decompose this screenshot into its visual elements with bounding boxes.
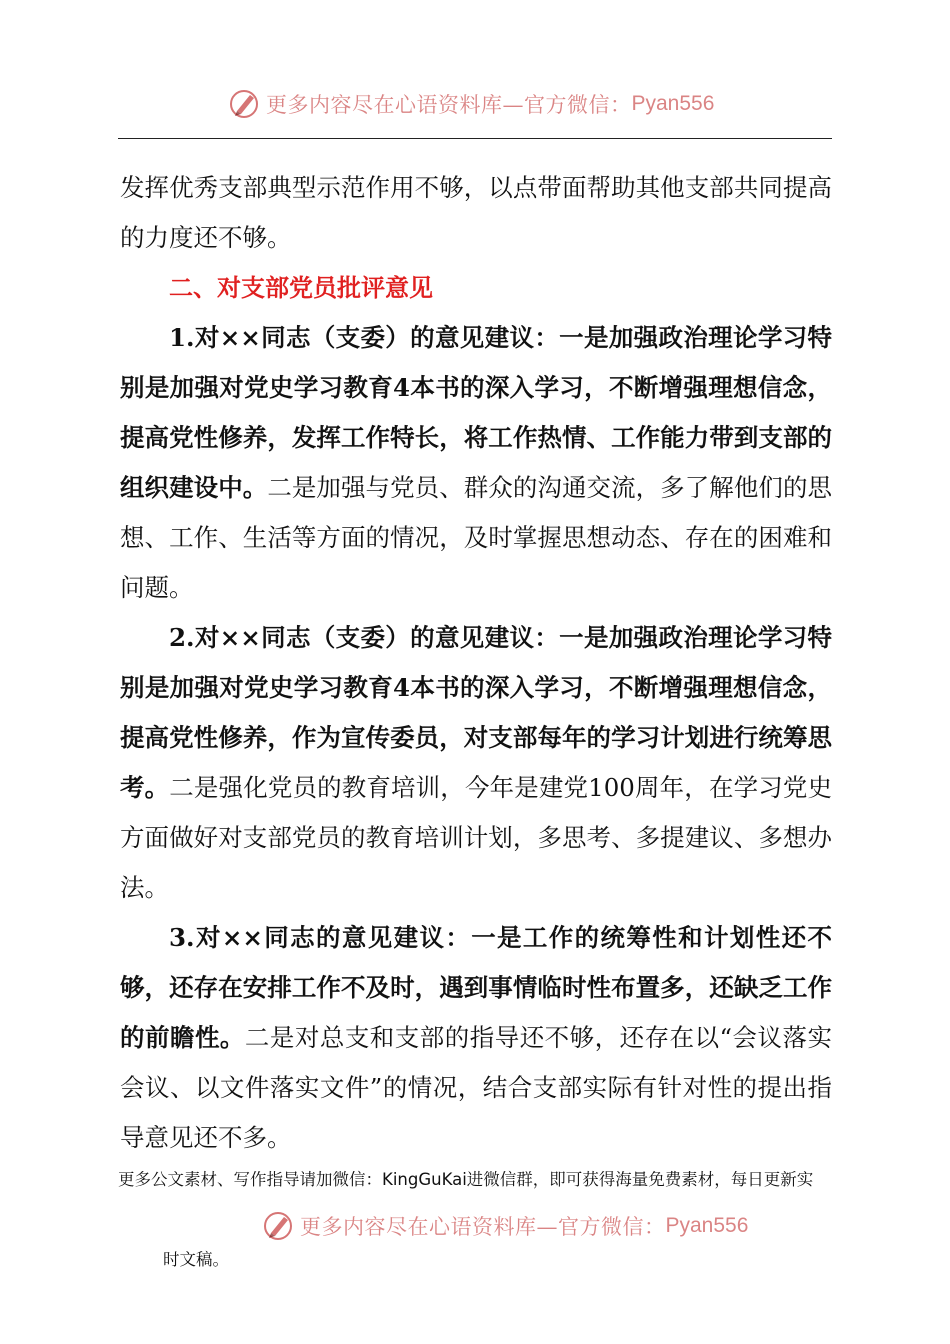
watermark-wechat-id: Pyan556 bbox=[665, 1214, 749, 1237]
item-1-bold-text: 1.对××同志（支委）的意见建议：一是加强政治理论学习特别是加强对党史学习教育4本书的深入学习，不断增强理想信念，提高党性修养，发挥工作特长，将工作热情、工作能力带到支部的组织建设中。 bbox=[120, 323, 832, 502]
opinion-item-2 bbox=[120, 613, 832, 913]
footer-note-line-2: 时文稿。 bbox=[163, 1250, 229, 1269]
opinion-item-1 bbox=[120, 313, 832, 613]
footer-note-line-1: 更多公文素材、写作指导请加微信：KingGuKai进微信群，即可获得海量免费素材，每日更新实 bbox=[118, 1170, 814, 1189]
item-3-text: 二是对总支和支部的指导还不够，还存在以“会议落实会议、以文件落实文件”的情况，结合支部实际有针对性的提出指导意见还不多。 bbox=[120, 1023, 832, 1152]
watermark-wechat-id: Pyan556 bbox=[631, 92, 715, 115]
watermark-text: 更多内容尽在心语资料库—官方微信： bbox=[266, 93, 632, 117]
footer-watermark bbox=[262, 1206, 748, 1246]
header-watermark bbox=[228, 84, 714, 124]
section-heading: 二、对支部党员批评意见 bbox=[169, 274, 433, 302]
document-body bbox=[120, 163, 832, 1163]
watermark-text: 更多内容尽在心语资料库—官方微信： bbox=[300, 1215, 666, 1239]
item-1-text: 二是加强与党员、群众的沟通交流，多了解他们的思想、工作、生活等方面的情况，及时掌握思想动态、存在的困难和问题。 bbox=[120, 473, 833, 602]
item-2-text: 二是强化党员的教育培训，今年是建党100周年，在学习党史方面做好对支部党员的教育培训计划，多思考、多提建议、多想办法。 bbox=[120, 773, 832, 902]
header-divider bbox=[118, 138, 832, 139]
pen-logo-icon bbox=[228, 87, 262, 121]
item-3-bold-text: 3.对××同志的意见建议：一是工作的统筹性和计划性还不够，还存在安排工作不及时，遇到事情临时性布置多，还缺乏工作的前瞻性。 bbox=[120, 923, 832, 1052]
item-2-bold-text: 2.对××同志（支委）的意见建议：一是加强政治理论学习特别是加强对党史学习教育4本书的深入学习，不断增强理想信念，提高党性修养，作为宣传委员，对支部每年的学习计划进行统筹思考。 bbox=[120, 623, 832, 802]
pen-logo-icon bbox=[262, 1209, 296, 1243]
opinion-item-3 bbox=[120, 913, 832, 1163]
paragraph-continuation: 发挥优秀支部典型示范作用不够，以点带面帮助其他支部共同提高的力度还不够。 bbox=[120, 173, 832, 252]
